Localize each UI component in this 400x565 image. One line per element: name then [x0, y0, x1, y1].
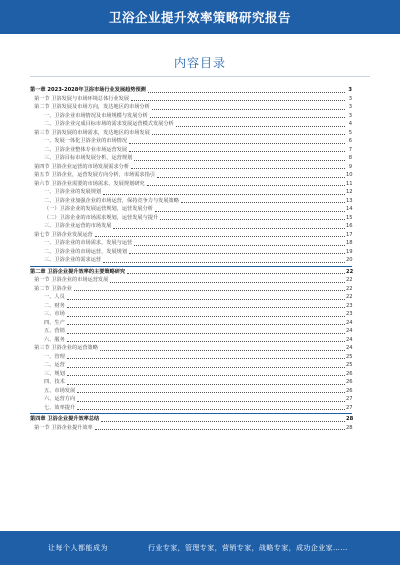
- toc-chapter-divider: [30, 266, 352, 267]
- toc-dot-leader: [100, 349, 345, 351]
- toc-entry[interactable]: [30, 370, 352, 379]
- toc-entry-page: 24: [346, 319, 353, 326]
- toc-entry-label: 三、卫浴企业的需求运营: [44, 257, 102, 263]
- toc-entry-page: 6: [348, 138, 352, 144]
- toc-entry-label: 三、市场: [44, 311, 65, 317]
- toc-entry-label: 四、技术: [44, 379, 65, 385]
- toc-chapter-divider: [30, 413, 352, 414]
- toc-entry[interactable]: [30, 180, 352, 189]
- toc-entry-page: 17: [346, 231, 353, 238]
- toc-entry[interactable]: [30, 95, 352, 104]
- toc-entry-label: 一、卫浴企业的发展规划: [44, 189, 102, 195]
- toc-entry[interactable]: [30, 154, 352, 163]
- toc-entry[interactable]: [30, 344, 352, 353]
- toc-entry[interactable]: [30, 171, 352, 180]
- table-of-contents: [30, 86, 352, 432]
- toc-dot-leader: [95, 428, 345, 430]
- toc-entry-page: 3: [348, 95, 352, 102]
- toc-entry-label: 第五节 卫浴企业，运营发展方向分析，市场需求指引: [34, 172, 155, 178]
- toc-dot-leader: [67, 306, 345, 308]
- toc-dot-leader: [129, 252, 345, 254]
- toc-entry[interactable]: [30, 239, 352, 248]
- toc-entry-label: 第四章 卫浴企业提升效率总结: [30, 416, 100, 422]
- toc-entry[interactable]: [30, 222, 352, 231]
- toc-entry[interactable]: [30, 86, 352, 95]
- toc-entry[interactable]: [30, 285, 352, 294]
- toc-entry-page: 22: [346, 285, 353, 292]
- toc-entry[interactable]: [30, 395, 352, 404]
- toc-entry-page: 26: [346, 379, 353, 385]
- toc-entry[interactable]: [30, 205, 352, 214]
- toc-entry-label: 第二节 卫浴发展及市场方向，发达地区的市场分析: [34, 104, 150, 110]
- toc-entry[interactable]: [30, 327, 352, 336]
- toc-dot-leader: [101, 420, 345, 422]
- toc-entry-label: 一、人员: [44, 294, 65, 300]
- toc-entry[interactable]: [30, 120, 352, 129]
- toc-entry-label: 第一节 卫浴企业提升效率: [34, 424, 93, 431]
- toc-dot-leader: [131, 99, 345, 101]
- toc-entry-page: 22: [346, 277, 353, 283]
- toc-entry-label: 第三节 卫浴发展的市场需求，发达地区的市场发展: [34, 129, 150, 136]
- toc-dot-leader: [67, 298, 345, 300]
- toc-entry-label: 三、卫浴目标市场发展分析，运营规划: [44, 155, 133, 161]
- toc-entry-label: （一）卫浴企业的发展运营规划，运营发展分析: [44, 206, 153, 212]
- toc-entry-page: 24: [346, 328, 353, 334]
- toc-entry[interactable]: [30, 146, 352, 155]
- toc-entry-label: 二、卫浴企业加强企业的市场运营，保持竞争力与发展策略: [44, 197, 179, 204]
- toc-entry-page: 27: [346, 396, 353, 402]
- toc-heading: 内容目录: [173, 56, 226, 70]
- toc-entry[interactable]: [30, 256, 352, 265]
- toc-dot-leader: [152, 108, 345, 110]
- toc-dot-leader: [160, 218, 345, 220]
- toc-dot-leader: [67, 332, 345, 334]
- toc-entry-page: 22: [346, 268, 354, 275]
- toc-entry[interactable]: [30, 129, 352, 138]
- footer-slogan-left: 让每个人都能成为: [48, 544, 108, 552]
- toc-entry-page: 16: [346, 223, 353, 229]
- toc-entry-label: 二、财务: [44, 302, 65, 309]
- toc-entry-page: 28: [346, 416, 354, 422]
- toc-dot-leader: [181, 201, 345, 203]
- toc-entry-label: 三、规划: [44, 370, 65, 377]
- toc-entry[interactable]: [30, 214, 352, 223]
- toc-entry-page: 14: [346, 206, 353, 212]
- toc-entry-label: 第七节 卫浴企业发展运营: [34, 231, 93, 238]
- toc-entry[interactable]: [30, 353, 352, 362]
- toc-entry-page: 3: [348, 104, 352, 110]
- toc-entry[interactable]: [30, 404, 352, 413]
- toc-entry-page: 7: [348, 146, 352, 153]
- toc-entry-page: 27: [346, 404, 353, 411]
- toc-entry-label: 第三节 卫浴企业的运营策略: [34, 345, 98, 351]
- toc-entry-page: 20: [346, 257, 353, 263]
- toc-entry-label: 第六节 卫浴企业需要的市场需求，发展规划研究: [34, 180, 145, 187]
- toc-entry-label: 五、市场发展: [44, 387, 76, 394]
- toc-entry-page: 11: [346, 180, 353, 187]
- toc-entry[interactable]: [30, 336, 352, 345]
- toc-entry[interactable]: [30, 197, 352, 206]
- footer-slogan-right: 行业专家，管理专家，营销专家，战略专家，成功企业家……: [148, 544, 348, 552]
- toc-entry-label: 第二章 卫浴企业提升效率的主要策略研究: [30, 268, 126, 275]
- toc-entry-page: 15: [346, 214, 353, 221]
- toc-entry-page: 22: [346, 294, 353, 300]
- toc-entry-page: 24: [346, 336, 353, 343]
- toc-dot-leader: [129, 150, 345, 152]
- toc-entry-page: 12: [346, 189, 353, 195]
- toc-entry[interactable]: [30, 378, 352, 387]
- toc-dot-leader: [67, 323, 345, 325]
- toc-entry[interactable]: [30, 415, 352, 424]
- toc-entry-label: 一、卫浴企业市场情况及市场规模与发展分析: [44, 112, 148, 119]
- toc-entry-page: 9: [348, 163, 352, 170]
- toc-entry-label: 一、管理: [44, 353, 65, 360]
- toc-entry-label: 二、卫浴企业整体专业市场运营发展: [44, 146, 128, 153]
- toc-entry[interactable]: [30, 163, 352, 172]
- toc-entry[interactable]: [30, 276, 352, 285]
- toc-dot-leader: [74, 289, 345, 291]
- toc-entry-page: 8: [348, 155, 352, 161]
- toc-entry-label: 二、运营: [44, 362, 65, 368]
- toc-entry-label: 六、运营方向: [44, 396, 76, 402]
- toc-entry-label: 二、卫浴企业的市场运营，发展规划: [44, 248, 128, 255]
- toc-entry-page: 24: [346, 345, 353, 351]
- toc-entry-page: 10: [346, 172, 353, 178]
- toc-entry[interactable]: [30, 137, 352, 146]
- toc-dot-leader: [150, 116, 345, 118]
- toc-entry-page: 19: [346, 248, 353, 255]
- toc-entry[interactable]: [30, 310, 352, 319]
- toc-dot-leader: [110, 281, 345, 283]
- toc-entry-label: 二、卫浴企业完成目标市场的需求发展运营模式发展分析: [44, 121, 174, 127]
- toc-dot-leader: [67, 357, 345, 359]
- toc-dot-leader: [67, 374, 345, 376]
- toc-entry[interactable]: [30, 424, 352, 433]
- toc-entry-page: 23: [346, 311, 353, 317]
- toc-entry-label: 四、生产: [44, 319, 65, 326]
- toc-entry-label: （二）卫浴企业的市场需求规划，运营发展与提升: [44, 214, 159, 221]
- toc-dot-leader: [77, 391, 345, 393]
- toc-dot-leader: [148, 91, 345, 93]
- toc-dot-leader: [103, 261, 345, 263]
- toc-dot-leader: [134, 244, 345, 246]
- toc-entry-label: 第四节 卫浴企业运营的市场发展需求分析: [34, 163, 130, 170]
- toc-dot-leader: [155, 210, 345, 212]
- report-footer: [0, 531, 400, 565]
- toc-dot-leader: [127, 272, 345, 274]
- report-title: 卫浴企业提升效率策略研究报告: [108, 10, 291, 25]
- toc-entry-label: 七、效率提升: [44, 404, 76, 411]
- toc-entry-label: 第一章 2023-2028年卫浴市场行业发展趋势预测: [30, 87, 146, 93]
- toc-dot-leader: [176, 125, 345, 127]
- toc-entry-page: 3: [348, 112, 352, 119]
- toc-entry-page: 5: [348, 129, 352, 136]
- toc-dot-leader: [95, 235, 345, 237]
- toc-dot-leader: [113, 227, 345, 229]
- toc-entry-page: 26: [346, 370, 353, 377]
- toc-entry[interactable]: [30, 188, 352, 197]
- toc-dot-leader: [77, 400, 345, 402]
- toc-dot-leader: [152, 133, 345, 135]
- toc-entry[interactable]: [30, 112, 352, 121]
- toc-entry-page: 28: [346, 424, 353, 431]
- toc-entry[interactable]: [30, 103, 352, 112]
- toc-entry-label: 一、卫浴企业的市场需求，发展与运营: [44, 240, 133, 246]
- toc-entry[interactable]: [30, 361, 352, 370]
- toc-entry-page: 26: [346, 387, 353, 394]
- toc-entry-page: 4: [348, 121, 352, 127]
- toc-entry[interactable]: [30, 387, 352, 396]
- toc-dot-leader: [67, 366, 345, 368]
- toc-entry[interactable]: [30, 248, 352, 257]
- toc-entry-page: 13: [346, 197, 353, 204]
- toc-dot-leader: [129, 142, 345, 144]
- toc-entry-label: 一、发展一体化卫浴企业的市场情况: [44, 138, 128, 144]
- toc-dot-leader: [67, 315, 345, 317]
- toc-entry-label: 第一节 卫浴发展与市场环境总体行业发展: [34, 95, 130, 102]
- toc-dot-leader: [77, 408, 345, 410]
- toc-entry[interactable]: [30, 231, 352, 240]
- toc-entry-page: 25: [346, 362, 353, 368]
- toc-entry-page: 3: [348, 87, 352, 93]
- toc-dot-leader: [157, 176, 345, 178]
- toc-entry-label: 第一节 卫浴企业的市场运营发展: [34, 277, 109, 283]
- report-header: [0, 0, 400, 34]
- toc-entry[interactable]: [30, 319, 352, 328]
- toc-dot-leader: [131, 167, 345, 169]
- toc-entry[interactable]: [30, 302, 352, 311]
- toc-entry-label: 三、卫浴企业运营的市场发展: [44, 223, 112, 229]
- toc-dot-leader: [134, 159, 345, 161]
- toc-entry-page: 18: [346, 240, 353, 246]
- toc-dot-leader: [67, 340, 345, 342]
- toc-entry-label: 五、营销: [44, 328, 65, 334]
- toc-entry[interactable]: [30, 268, 352, 277]
- toc-entry-label: 六、服务: [44, 336, 65, 343]
- toc-entry-label: 第二节 卫浴企业: [34, 285, 72, 292]
- toc-heading-rule: [30, 76, 370, 77]
- toc-dot-leader: [147, 184, 345, 186]
- toc-dot-leader: [67, 383, 345, 385]
- toc-entry[interactable]: [30, 293, 352, 302]
- toc-entry-page: 25: [346, 353, 353, 360]
- toc-dot-leader: [103, 193, 345, 195]
- toc-entry-page: 23: [346, 302, 353, 309]
